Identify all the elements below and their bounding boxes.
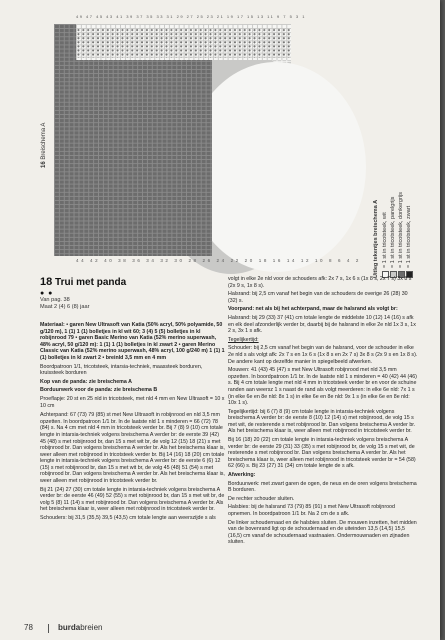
legend-item [389,192,397,278]
right-column [228,276,418,548]
paragraph: De linker schoudernaad en de halsbies sluiten. De mouwen inzetten, het midden van de bovenrand ligt op de schoudernaad en de uiteinden 13,5 (14,5) 15,5 (16,5) cm vanaf de schoudernaad vastnaaien. Ondermouwnaden en zijnaden sluiten. [228,519,417,546]
paragraph: Bij 16 (18) 20 (22) cm totale lengte in intarsia-techniek volgens breischema A verder br: de eerste 29 (31) 33 (35) s met robijnrood br, de volg 15 s met wit, de resterende s met robijnrood br. Dan volgens breischema A verder br. Als het breischema klaar is, weer alleen met robijnrood in tricotsteek verder br = 54 (58) 62 (66) s. Bij 23 (27) 31 (34) cm totale lengte de s afk. [228,437,416,470]
footer-divider [48,624,49,633]
legend-item [397,192,405,278]
stitch-list [40,364,225,410]
legend-item [405,192,413,278]
difficulty-dots: ● ● [40,290,54,297]
materials-text: Materiaal: • garen New Ultrasoft van Katia (50% acryl, 50% polyamide, 50 g/120 m), 1 (1) 1 (1) bolletjes in kl wit 60; 3 (4) 5 (5) bolletjes in kl robijnrood 79 • garen Basic Merino van Katia (52% merino superwash, 48% acryl, 50 g/120 m): 1 (1) 1 (1) bolletjes in kl zwart 2 • garen Merino Classic van Katia (52% merino superwash, 48% acryl, 100 g/240 m) 1 (1) 1 (1) bolletjes in kl zwart 2 • breinld 3,5 mm en 4 mm [40,322,225,361]
stitch-item: Boordpatroon 1/1, tricotsteek, intarsia-techniek, maassteek borduren, kruissteek borduren [40,363,203,377]
chart-bottom-numbers: 44 42 40 38 36 34 32 30 28 26 24 22 20 18 16 14 12 10 8 6 4 2 [76,258,361,263]
chart-black-dots [76,28,291,58]
back-panel-text: Achterpand: 67 (73) 79 (85) st met New Ultrasoft in robijnrood en nld 3,5 mm opzetten. In boordpatroon 1/1 br. In de laatste nld 1 x minderen = 66 (72) 78 (84) s. Na 4 cm met nld 4 mm in tricotsteek verder br. Bij 7 (8) 9 (10) cm totale lengte in intarsia-techniek volgens breischema A verder br: de eerste 39 (42) 45 (48) s met robijnrood br, dan 15 s met wit br, de volg 12 (15) 18 (21) s met robijnrood br. Dan volgens breischema A verder br. Als het breischema klaar is, weer alleen met robijnrood in tricotsteek verder br. Bij 14 (16) 18 (20) cm totale lengte in intarsia-techniek volgens breischema A verder br: de eerste 6 (6) 12 (15) s met robijnrood br, dan 15 s met wit br, de volg 45 (48) 51 (54) s met robijnrood br. Dan volgens breischema A verder br. Als het breischema klaar is, weer alleen met robijnrood in tricotsteek verder br. [40,412,225,485]
pattern-heading [40,276,126,288]
pattern-title: Trui met panda [55,277,127,288]
stitch-item: Kop van de panda: zie breischema A [40,378,132,385]
paragraph: Tegelijkertijd: [228,336,259,343]
paragraph: Halsrand: bij 29 (33) 37 (41) cm totale lengte de middelste 10 (12) 14 (16) s afk en elk deel afzonderlijk verder br, daarbij bij de halsrand in elke 2e nld 1x 3 s, 1x 2 s, 3x 1 s afk. [228,314,416,335]
paragraph: Mouwen: 41 (43) 45 (47) s met New Ultrasoft robijnrood met nld 3,5 mm opzetten. In boordpatroon 1/1 br. In de laatste nld 1 s minderen = 40 (42) 44 (46) s. Bij 4 cm totale lengte met nld 4 mm in tricotsteek verder br en voor de schuine randen aan weersz 1 s naast de rand als volgt meerderen: in elke 6e nld: 7x 1 s (in elke 6e en 8e nld: 8x 1 s) in elke 6e en 8e nld: 9x 1 s (in elke 6e en 8e nld: 10x 1 s). [228,367,417,407]
stitch-item: Borduurwerk voor de panda: zie breischema B [40,387,158,394]
pattern-meta [40,297,89,311]
legend-label: = 1 st in tricotsteek, parelgrijs [390,196,396,268]
paragraph: Borduurwerk: met zwart garen de ogen, de neus en de oren volgens breischema B borduren. [228,480,417,494]
stitch-item: Proeflapje: 20 st en 25 nld in tricotsteek, met nld 4 mm en New Ultrasoft = 10 x 10 cm [40,395,225,409]
back-panel-text-2: Bij 21 (24) 27 (30) cm totale lengte in intarsia-techniek volgens breischema A verder br: de eerste 46 (49) 52 (55) s met robijnrood br, dan 15 s met wit br, de volg 5 (8) 11 (14) s met robijnrood br. Dan volgens breischema A verder br. Als het breischema klaar is, weer alleen met robijnrood in tricotsteek verder br. [40,486,225,513]
chart-white-area [186,62,366,272]
paragraph: Halsbies: bij de halsrand 73 (79) 85 (91) s met New Ultrasoft robijnrood opnemen. In boordpatroon 1/1 br. Na 2 cm de s afk. [228,504,395,517]
legend-item [381,192,389,278]
brand-bold: burda [58,623,81,632]
paragraph: Schouder: bij 2,5 cm vanaf het begin van de halsrand, voor de schouder in elke 2e nld s als volgt afk: 2x 7 s en 1x 6 s (1x 8 s en 2x 7 s) 3x 8 s (2x 9 s en 1x 8 s). De andere kant op dezelfde manier in spiegelbeeld afwerken. [228,345,418,365]
brand-logo [58,623,102,632]
brand-rest: breien [80,623,103,632]
paragraph: volgt in elke 2e nld voor de schouders afk: 2x 7 s, 1x 6 s (1x 8 s, 2x 7 s) 3x 8 s (2x 9 s, 1x 8 s). [228,276,412,289]
see-page: Van pag. 38 [40,297,70,303]
paragraph: Voorpand: net als bij het achterpand, maar de halsrand als volgt br: [228,306,398,313]
chart-top-numbers: 49 47 45 43 41 39 37 35 33 31 29 27 25 23 21 19 17 15 13 11 9 7 5 3 1 [76,14,306,19]
knitting-chart [36,14,366,268]
chart-title [41,123,47,168]
left-column [40,322,225,524]
page-footer [0,620,440,640]
paragraph: Tegelijkertijd: bij 6 (7) 8 (9) cm totale lengte in intarsia-techniek volgens breischema A verder br: de eerste 8 (10) 12 (14) s) met robijnrood, de volg 15 s met wit, de resterende s met robijnrood br. Dan volgens breischema A verder br. Als het breischema klaar is, weer alleen met robijnrood in tricotsteek verder br. [228,408,416,435]
legend-label: = 1 st in tricotsteek, donkergrijs [398,192,404,268]
paragraph: De rechter schouder sluiten. [228,495,295,502]
chart-number: 16 [41,161,47,168]
page-number: 78 [24,623,33,632]
legend-label: = 1 st in tricotsteek, wit [382,212,388,268]
pattern-number: 18 [40,276,53,288]
size-info: Maat 2 (4) 6 (8) jaar [40,304,90,310]
chart-label: Breischema A [41,122,47,160]
paragraph: Afwerking: [228,472,256,479]
legend-label: = 1 st in tricotsteek, zwart [406,205,412,268]
shoulders-text: Schouders: bij 31,5 (35,5) 39,5 (43,5) cm totale lengte aan weerszijde s als [40,515,216,522]
legend-title: Uitleg tekentjes breischema A [373,199,379,278]
paragraph: Halsrand: bij 2,5 cm vanaf het begin van de schouders de overige 26 (28) 30 (32) s. [228,291,408,304]
chart-legend [372,192,413,278]
